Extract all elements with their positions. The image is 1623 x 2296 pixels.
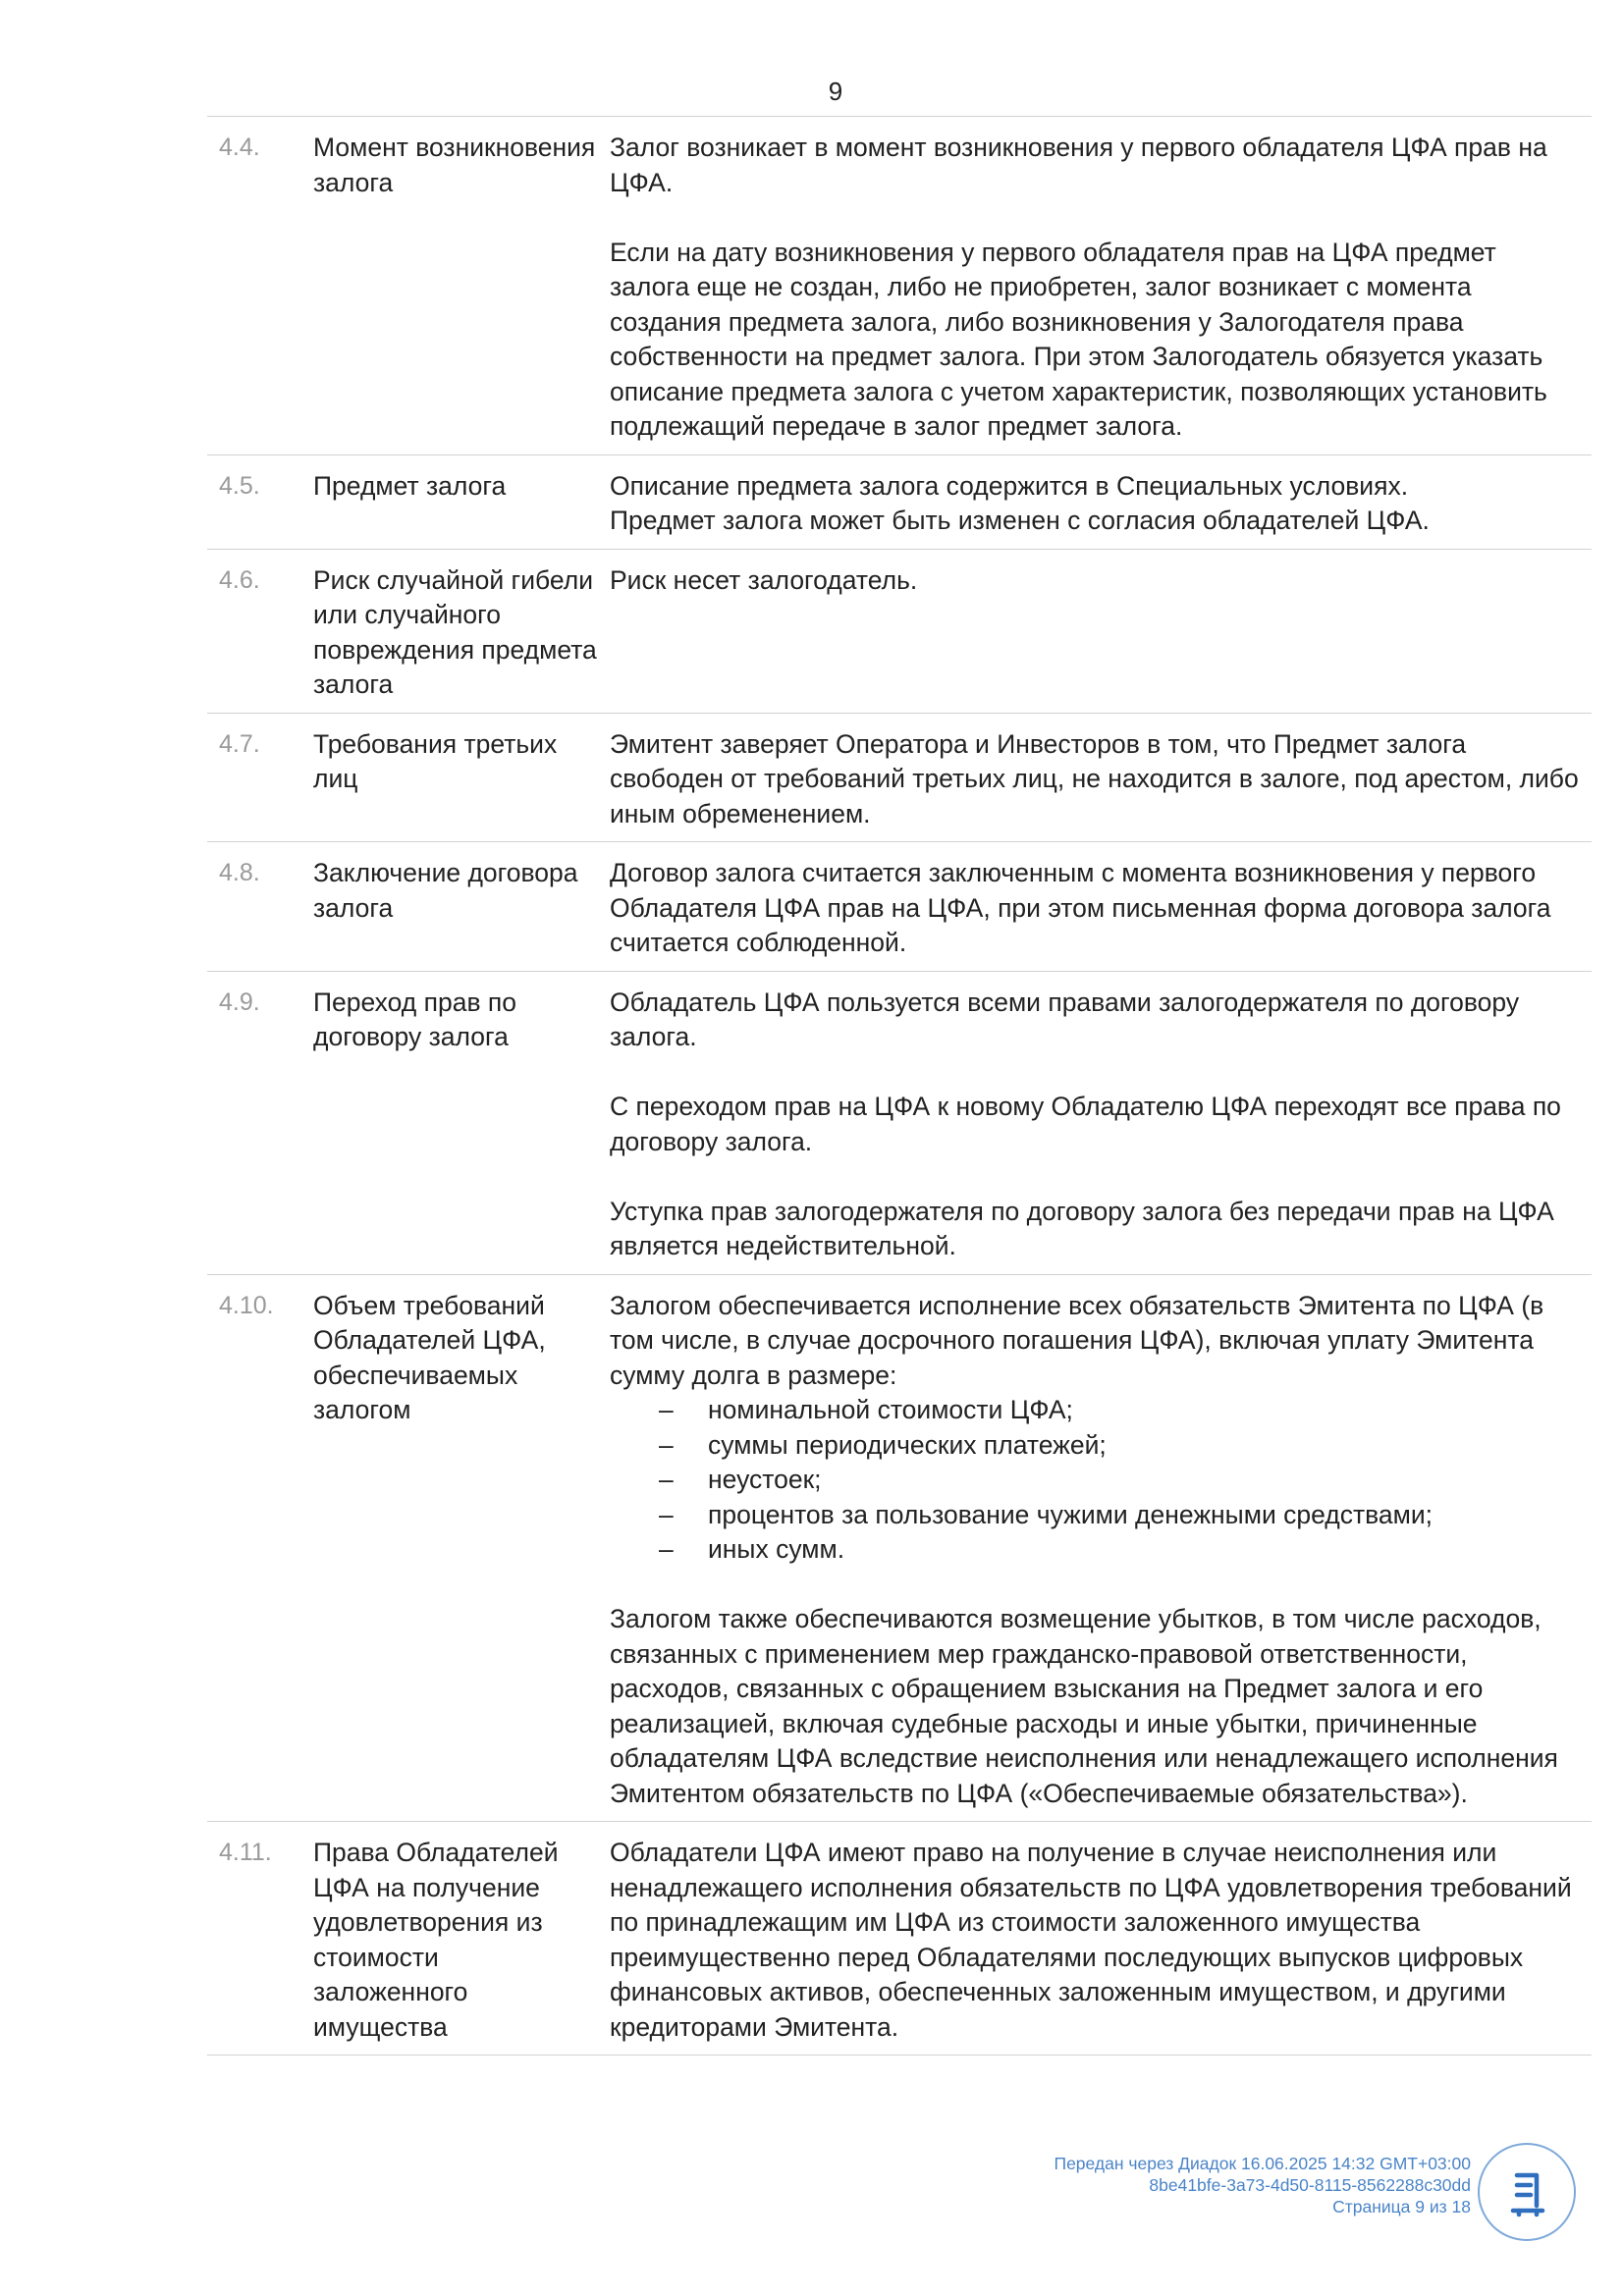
clause-title: Момент возникновения залога [313,133,596,197]
clause-row [207,842,1592,972]
clause-body [610,469,1592,539]
clause-title: Права Обладателей ЦФА на получение удовлетворения из стоимости заложенного имущества [313,1838,559,2042]
clause-body [610,131,1592,445]
clause-paragraph: Риск несет залогодатель. [610,564,918,595]
clause-paragraph: Предмет залога может быть изменен с согласия обладателей ЦФА. [610,506,1430,535]
clause-number: 4.11. [219,1839,272,1866]
clause-title: Риск случайной гибели или случайного повреждения предмета залога [313,564,597,699]
clause-number: 4.10. [219,1291,274,1319]
clause-body [610,986,1592,1264]
list-item: – неустоек; [610,1463,1582,1498]
clause-body [610,856,1592,961]
clauses-table [207,116,1592,2056]
clause-row [207,117,1592,455]
clause-number: 4.7. [219,729,260,758]
clause-paragraph: Уступка прав залогодержателя по договору залога без передачи прав на ЦФА является недействительной. [610,1196,1554,1260]
clause-title: Переход прав по договору залога [313,987,516,1051]
clause-body [610,1836,1592,2045]
clause-row [207,1822,1592,2056]
clause-paragraph: С переходом прав на ЦФА к новому Обладателю ЦФА переходят все права по договору залога. [610,1092,1561,1156]
clause-title: Требования третьих лиц [313,728,558,793]
clause-paragraph: Если на дату возникновения у первого обладателя прав на ЦФА предмет залога еще не создан, либо не приобретен, залог возникает с момента создания предмета залога, либо возникновения у Залогодателя права собственности на предмет залога. При этом Залогодатель обязуется указать описание предмета залога с учетом характеристик, позволяющих установить подлежащий передаче в залог предмет залога. [610,237,1547,441]
list-item: – иных сумм. [610,1532,1582,1568]
stamp-document-id: 8be41bfe-3a73-4d50-8115-8562288c30dd [1149,2175,1471,2195]
clause-body [610,563,1592,703]
list-item: – номинальной стоимости ЦФА; [610,1393,1582,1428]
clause-paragraph: Залогом также обеспечиваются возмещение убытков, в том числе расходов, связанных с применением мер гражданско-правовой ответственности, расходов, связанных с обращением взыскания на Предмет залога и его реализацией, включая судебные расходы и иные убытки, причиненные обладателям ЦФА вследствие неисполнения или ненадлежащего исполнения Эмитентом обязательств по ЦФА («Обеспечиваемые обязательства»). [610,1604,1558,1808]
list-item: – процентов за пользование чужими денежными средствами; [610,1498,1582,1533]
clause-number: 4.5. [219,471,260,500]
stamp-page-counter: Страница 9 из 18 [1332,2197,1471,2216]
secured-amounts-list [610,1393,1582,1568]
clause-row [207,550,1592,714]
clause-title: Объем требований Обладателей ЦФА, обеспечиваемых залогом [313,1290,546,1424]
stamp-transfer-line: Передан через Диадок 16.06.2025 14:32 GMT+03:00 [1054,2154,1471,2173]
clause-paragraph: Обладатель ЦФА пользуется всеми правами залогодержателя по договору залога. [610,987,1520,1051]
clause-paragraph: Договор залога считается заключенным с момента возникновения у первого Обладателя ЦФА прав на ЦФА, при этом письменная форма договора залога считается соблюденной. [610,858,1551,957]
clause-row [207,972,1592,1275]
diadoc-stamp [1055,2153,1472,2217]
clause-paragraph: Залогом обеспечивается исполнение всех обязательств Эмитента по ЦФА (в том числе, в случае досрочного погашения ЦФА), включая уплату Эмитента сумму долга в размере: [610,1290,1544,1390]
clause-row [207,1275,1592,1823]
diadoc-logo-icon [1478,2143,1576,2241]
clause-row [207,455,1592,550]
clause-row [207,714,1592,843]
clause-title: Предмет залога [313,470,507,501]
clause-number: 4.4. [219,133,260,161]
list-item: – суммы периодических платежей; [610,1428,1582,1464]
clause-paragraph: Описание предмета залога содержится в Специальных условиях. [610,470,1409,501]
page-number: 9 [828,77,843,106]
clause-number: 4.6. [219,565,260,594]
clause-paragraph: Эмитент заверяет Оператора и Инвесторов в том, что Предмет залога свободен от требований третьих лиц, не находится в залоге, под арестом, либо иным обременением. [610,728,1579,828]
clause-body [610,727,1592,832]
clause-paragraph: Обладатели ЦФА имеют право на получение в случае неисполнения или ненадлежащего исполнения обязательств по ЦФА удовлетворения требований по принадлежащим им ЦФА из стоимости заложенного имущества преимущественно перед Обладателями последующих выпусков цифровых финансовых активов, обеспеченных заложенным имуществом, и другими кредиторами Эмитента. [610,1838,1572,2042]
clause-number: 4.8. [219,859,260,886]
clause-body [610,1289,1592,1812]
clause-paragraph: Залог возникает в момент возникновения у первого обладателя ЦФА прав на ЦФА. [610,133,1547,197]
clause-title: Заключение договора залога [313,858,578,923]
clause-number: 4.9. [219,988,260,1016]
